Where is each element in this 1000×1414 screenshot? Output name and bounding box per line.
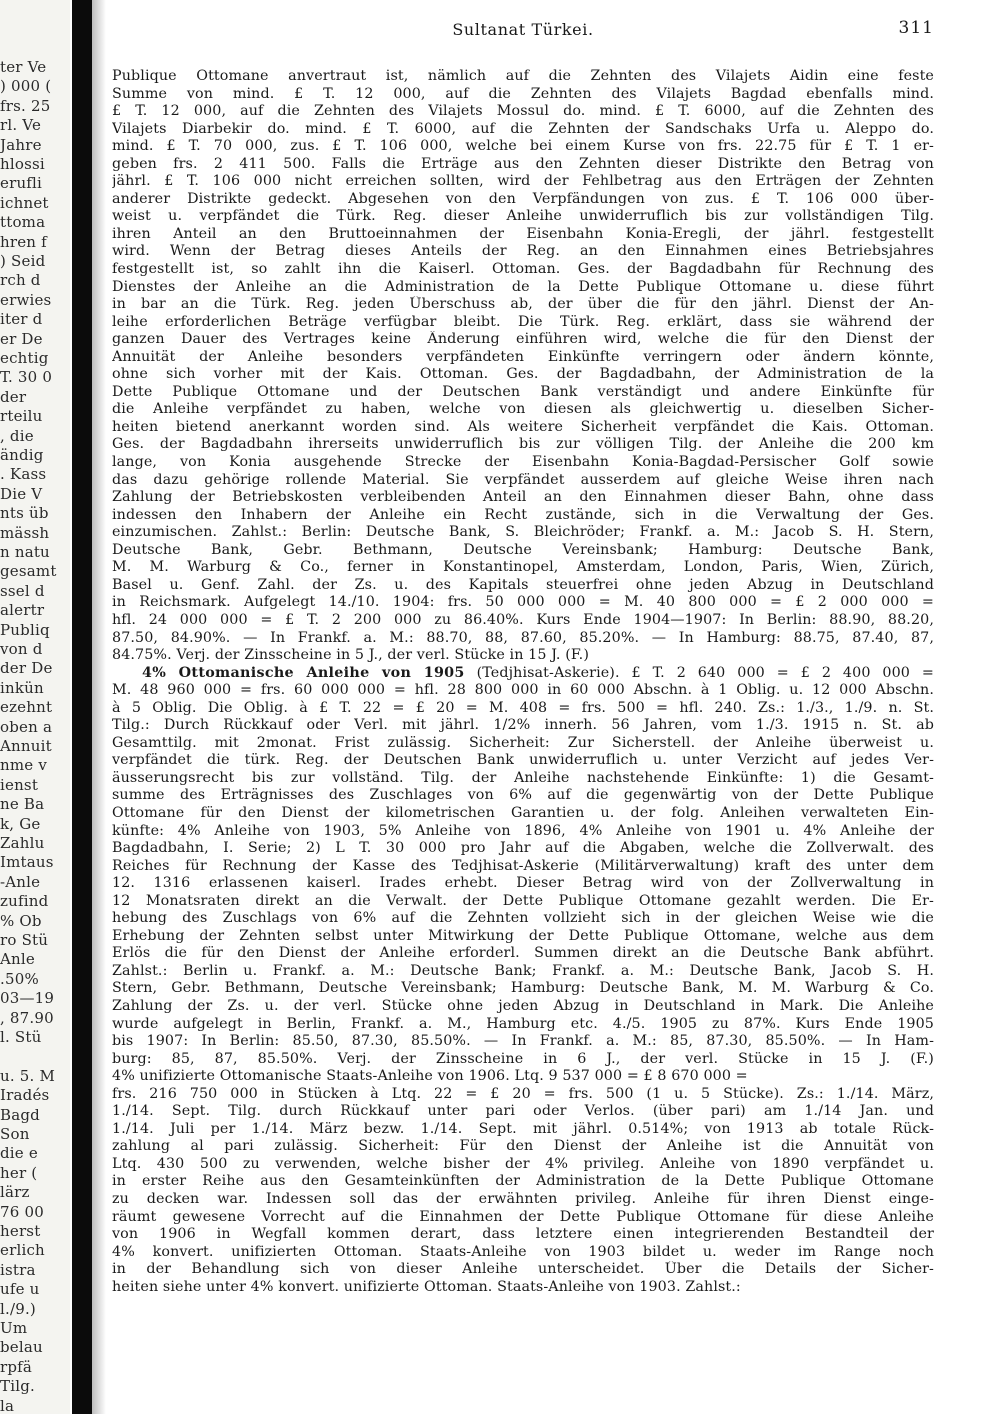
previous-page-fragment: nme v bbox=[0, 756, 48, 775]
text-line: 1./14. Juli per 1./14. März bezw. 1./14. Sept. mit jährl. 0.514%; von 1913 ab totale Rück- bbox=[112, 1120, 934, 1137]
text-line: 84.75%. Verj. der Zinsscheine in 5 J., der verl. Stücke in 15 J. (F.) bbox=[112, 647, 590, 664]
previous-page-fragment: mässh bbox=[0, 523, 50, 542]
page-header bbox=[112, 20, 934, 46]
previous-page-fragment: ienst bbox=[0, 775, 39, 794]
previous-page-fragment: Um bbox=[0, 1319, 28, 1337]
previous-page-fragment: , 87.90 bbox=[0, 1008, 54, 1027]
text-line: in bar an die Türk. Reg. jeden Überschuss ab, der über die für den jährl. Dienst der An- bbox=[112, 296, 934, 313]
previous-page-fragment: inkün bbox=[0, 678, 44, 697]
previous-page-fragment: erwies bbox=[0, 290, 52, 309]
text-line: Erhebung der Zehnten selbst unter Mitwirkung der Dette Publique Ottomane, welche aus dem bbox=[112, 927, 934, 944]
text-line: wurde aufgelegt in Berlin, Frankf. a. M., Hamburg etc. 4./5. 1905 zu 87%. Kurs Ende 1905 bbox=[112, 1015, 934, 1032]
previous-page-fragment: herst bbox=[0, 1222, 41, 1240]
text-line: Ges. der Bagdadbahn ihrerseits unwiderruflich bis zur völligen Tilg. der Anleihe die 200 km bbox=[112, 436, 934, 453]
previous-page-fragment: la bbox=[0, 1396, 15, 1414]
previous-page-fragment: alertr bbox=[0, 601, 45, 620]
previous-page-fragment: nts üb bbox=[0, 504, 49, 523]
previous-page-fragment: lärz bbox=[0, 1183, 30, 1202]
text-line: Summe von mind. £ T. 12 000, auf die Zehnten des Vilajets Bagdad ebenfalls mind. bbox=[112, 85, 934, 102]
text-line: Dienstes der Anleihe an die Administration de la Dette Publique Ottomane u. diese führt bbox=[112, 278, 934, 295]
text-line: 12 Monatsraten direkt an die Verwalt. der Dette Publique Ottomane gezahlt werden. Die Er- bbox=[112, 892, 934, 909]
text-line: Tilg.: Durch Rückkauf oder Verl. mit jährl. 1/2% innerh. 56 Jahren, vom 1./3. 1915 n. St. ab bbox=[112, 717, 934, 734]
text-line: einzumischen. Zahlst.: Berlin: Deutsche Bank, S. Bleichröder; Frankf. a. M.: Jacob S. H. Stern, bbox=[112, 524, 934, 541]
previous-page-fragment: her ( bbox=[0, 1163, 38, 1182]
previous-page-fragment: hren f bbox=[0, 232, 47, 251]
text-line: 4% konvert. unifizierten Ottoman. Staats-Anleihe von 1903 bildet u. weder im Range noch bbox=[112, 1243, 934, 1260]
previous-page-fragment: Anle bbox=[0, 950, 35, 969]
previous-page-fragment: 76 00 bbox=[0, 1202, 44, 1221]
previous-page-fragment: .50% bbox=[0, 969, 39, 988]
previous-page-fragment: echtig bbox=[0, 349, 49, 367]
previous-page-fragment: ändig bbox=[0, 446, 44, 464]
previous-page-fragment: k, Ge bbox=[0, 814, 41, 833]
text-line: Dette Publique Ottomane und der Deutschen Bank verständigt und andere Einkünfte für bbox=[112, 383, 934, 400]
text-line: bis 1907: In Berlin: 85.50, 87.30, 85.50%. — In Frankf. a. M.: 85, 87.30, 85.50%. — In Ham- bbox=[112, 1033, 934, 1050]
text-line: Publique Ottomane anvertraut ist, nämlich auf die Zehnten des Vilajets Aidin eine feste bbox=[112, 68, 934, 84]
previous-page-fragment: zufind bbox=[0, 892, 49, 911]
text-line: 1./14. Sept. Tilg. durch Rückkauf unter pari oder Verlos. (über pari) am 1./14 Jan. und bbox=[112, 1103, 934, 1120]
text-line: leihe erforderlichen Beträge verfügbar bleibt. Die Türk. Reg. erklärt, dass sie während der bbox=[112, 313, 934, 330]
text-line: räumt gewesene Vorrecht auf die Einnahmen der Dette Publique Ottomane für diese Anleihe bbox=[112, 1208, 934, 1225]
previous-page-fragment: Tilg. bbox=[0, 1377, 35, 1396]
text-line: heiten siehe unter 4% konvert. unifizierte Ottoman. Staats-Anleihe von 1903. Zahlst.: bbox=[112, 1278, 741, 1295]
previous-page-fragment: ) 000 ( bbox=[0, 77, 52, 96]
text-line: ihren Anteil an den Bruttoeinnahmen der Eisenbahn Konia-Eregli, der jährl. festgestellt bbox=[112, 225, 934, 242]
text-line: heiten bietend anerkannt worden sind. Als weitere Sicherheit verpfändet die Kais. Ottoman. bbox=[112, 418, 934, 435]
previous-page-fragment: von d bbox=[0, 640, 43, 658]
text-line: mind. £ T. 70 000, zus. £ T. 106 000, welche bei einem Kurse von frs. 22.75 für £ T. 1 er- bbox=[112, 138, 934, 155]
previous-page-fragment: ) Seid bbox=[0, 252, 46, 270]
text-line: zu decken war. Indessen soll das der erwähnten privileg. Anleihe für ihren Dienst einge- bbox=[112, 1191, 934, 1207]
previous-page-fragment: ichnet bbox=[0, 193, 49, 212]
previous-page-fragment: Jahre bbox=[0, 135, 42, 154]
text-line: Erlös die für den Dienst der Anleihe erforderl. Summen direkt an die Deutsche Bank abführt. bbox=[112, 945, 934, 962]
text-line: in Reichsmark. Aufgelegt 14./10. 1904: frs. 50 000 000 = M. 40 800 000 = £ 2 000 000 = bbox=[112, 594, 934, 611]
text-line: weist u. verpfändet die Türk. Reg. dieser Anleihe unwiderruflich bis zur vollständigen Tilg. bbox=[112, 208, 934, 225]
previous-page-fragment: erufli bbox=[0, 174, 43, 193]
running-title: Sultanat Türkei. bbox=[452, 20, 594, 39]
previous-page-fragment: rch d bbox=[0, 271, 41, 290]
previous-page-fragment: erlich bbox=[0, 1241, 45, 1260]
previous-page-fragment: iter d bbox=[0, 310, 43, 329]
text-line: jährl. £ T. 106 000 nicht erreichen sollten, wird der Fehlbetrag aus den Erträgen der Zehnten bbox=[112, 173, 934, 190]
text-line: hebung des Zuschlags von 6% auf die Zehnten vollzieht sich in der gleichen Weise wie die bbox=[112, 910, 934, 927]
previous-page-fragment: ezehnt bbox=[0, 698, 53, 717]
text-line: M. 48 960 000 = frs. 60 000 000 = hfl. 28 800 000 in 60 000 Abschn. à 1 Oblig. u. 12 000 Abschn. bbox=[112, 682, 934, 699]
text-line: Stern, Gebr. Bethmann, Deutsche Vereinsbank; Hamburg: Deutsche Bank, M. M. Warburg & Co. bbox=[112, 980, 934, 997]
text-line: wird. Wenn der Betrag dieses Anteils der Reg. an den Einnahmen eines Betriebsjahres bbox=[112, 243, 934, 260]
previous-page-fragment: die e bbox=[0, 1144, 38, 1163]
text-line: Zahlst.: Berlin u. Frankf. a. M.: Deutsche Bank; Frankf. a. M.: Deutsche Bank, Jacob S. H. bbox=[112, 962, 934, 979]
previous-page-fragment: Zahlu bbox=[0, 834, 45, 852]
previous-page-fragment: oben a bbox=[0, 717, 53, 736]
text-line: verpfändet die türk. Reg. der Deutschen Bank unwiderruflich u. unter Verzicht auf jedes Ver- bbox=[112, 752, 934, 769]
text-line: künfte: 4% Anleihe von 1903, 5% Anleihe von 1896, 4% Anleihe von 1901 u. 4% Anleihe der bbox=[112, 822, 934, 839]
previous-page-fragment: der De bbox=[0, 659, 53, 678]
text-line: à 5 Oblig. Die Oblig. à £ T. 22 = £ 20 = M. 408 = frs. 500 = hfl. 240. Zs.: 1./3., 1./9. n. St. bbox=[112, 699, 934, 716]
previous-page-fragment: 03—19 bbox=[0, 989, 55, 1008]
text-line: in der Behandlung sich von dieser Anleihe unterscheidet. Über die Details der Sicher- bbox=[112, 1261, 934, 1278]
previous-page-fragment: er De bbox=[0, 329, 43, 348]
text-line: indessen den Inhabern der Anleihe ein Recht zustände, sich in die Verwaltung der Ges. bbox=[112, 506, 934, 523]
text-line: äusserungsrecht bis zur vollständ. Tilg. der Anleihe nachstehende Einkünfte: 1) die Gesamt- bbox=[112, 769, 934, 786]
text-line: anderer Distrikte gedeckt. Abgesehen von den Verpfändungen von zus. £ T. 106 000 über- bbox=[112, 190, 934, 207]
previous-page-fragment: ttoma bbox=[0, 213, 46, 232]
text-line: 12. 1316 erlassenen kaiserl. Irades erhebt. Dieser Betrag wird von der Zollverwaltung in bbox=[112, 875, 934, 892]
book-gutter bbox=[72, 0, 92, 1414]
text-line: Vilajets Diarbekir do. mind. £ T. 6000, auf die Zehnten der Sandschaks Urfa u. Aleppo do. bbox=[112, 120, 934, 137]
previous-page-fragment: belau bbox=[0, 1338, 43, 1357]
previous-page-fragment: der bbox=[0, 387, 27, 406]
previous-page-fragment: Imtaus bbox=[0, 853, 54, 872]
text-line: £ T. 12 000, auf die Zehnten des Vilajets Mossul do. mind. £ T. 6000, auf die Zehnten des bbox=[112, 103, 934, 120]
text-line: Reiches für Rechnung der Kasse des Tedjhisat-Askerie (Militärverwaltung) kraft des unter dem bbox=[112, 857, 934, 874]
previous-page-fragment: ro Stü bbox=[0, 931, 49, 949]
previous-page-fragment: ufe u bbox=[0, 1280, 40, 1299]
text-line: die Anleihe verpfändet zu haben, welche von diesen als gleichwertig u. dieselben Sicher- bbox=[112, 401, 934, 418]
previous-page-fragment: Publiq bbox=[0, 620, 50, 639]
text-line: Bagdadbahn, I. Serie; 2) L T. 30 000 pro Jahr auf die Abgaben, welche die Zollverwalt. des bbox=[112, 840, 934, 857]
text-line: hfl. 24 000 000 = £ T. 2 200 000 zu 86.40%. Kurs Ende 1904—1907: In Berlin: 88.90, 88.20, bbox=[112, 611, 934, 628]
previous-page-fragment: frs. 25 bbox=[0, 96, 51, 115]
gutter-shadow bbox=[92, 0, 106, 1414]
previous-page-fragment: ne Ba bbox=[0, 795, 45, 814]
text-line: Annuität der Anleihe besonders verpfändeten Einkünfte verringern oder ändern könnte, bbox=[112, 348, 934, 365]
text-line: lange, von Konia ausgehende Strecke der Eisenbahn Konia-Bagdad-Persischer Golf sowie bbox=[112, 454, 934, 471]
previous-page-fragment: T. 30 0 bbox=[0, 368, 53, 387]
previous-page-fragment: Son bbox=[0, 1125, 30, 1143]
previous-page-fragment: Bagd bbox=[0, 1105, 40, 1124]
text-line: festgestellt ist, so zahlt ihn die Kaiserl. Ottoman. Ges. der Bagdadbahn für Rechnung des bbox=[112, 261, 934, 278]
previous-page-fragment: % Ob bbox=[0, 911, 42, 930]
text-line: burg: 85, 87, 85.50%. Verj. der Zinsscheine in 6 J., der verl. Stücke in 15 J. (F.) bbox=[112, 1050, 934, 1067]
previous-page-fragment: hlossi bbox=[0, 155, 45, 173]
text-line: M. M. Warburg & Co., ferner in Konstantinopel, Amsterdam, London, Paris, Wien, Zürich, bbox=[112, 559, 934, 576]
previous-page-fragment: l. Stü bbox=[0, 1028, 42, 1046]
text-line: das dazu gehörige rollende Material. Sie verpfändet ausserdem auf gleiche Weise ihren nach bbox=[112, 471, 934, 488]
body-text bbox=[112, 68, 934, 1403]
text-line: Basel u. Genf. Zahl. der Zs. u. des Kapitals steuerfrei ohne jeden Abzug in Deutschland bbox=[112, 576, 934, 593]
previous-page-fragment: rpfä bbox=[0, 1357, 33, 1376]
text-line: 4% unifizierte Ottomanische Staats-Anleihe von 1906. Ltq. 9 537 000 = £ 8 670 000 = bbox=[112, 1068, 748, 1085]
previous-page-fragment: -Anle bbox=[0, 872, 41, 891]
previous-page-fragment: Iradés bbox=[0, 1086, 50, 1105]
text-line: Zahlung der Betriebskosten verbleibenden Anteil an den Einnahmen dieser Bahn, ohne dass bbox=[112, 489, 934, 506]
previous-page-fragment: rteilu bbox=[0, 407, 43, 426]
previous-page-fragment: ssel d bbox=[0, 581, 45, 600]
page-number: 311 bbox=[898, 18, 934, 38]
previous-page-fragment: rl. Ve bbox=[0, 116, 42, 135]
text-line: 4% Ottomanische Anleihe von 1905 (Tedjhisat-Askerie). £ T. 2 640 000 = £ 2 400 000 = bbox=[142, 664, 934, 681]
text-line: 87.50, 84.90%. — In Frankf. a. M.: 88.70, 88, 87.60, 85.20%. — In Hamburg: 88.75, 87.40, 87, bbox=[112, 629, 934, 646]
text-line: geben frs. 2 411 500. Falls die Erträge aus den Zehnten dieser Distrikte den Betrag von bbox=[112, 155, 934, 172]
text-line: Zahlung der Zs. u. der verl. Stücke ohne jeden Abzug in Deutschland in Mark. Die Anleihe bbox=[112, 997, 934, 1014]
previous-page-fragment: . Kass bbox=[0, 465, 47, 484]
text-line: summe des Erträgnisses des Zuschlages von 6% auf die gegenwärtig von der Dette Publique bbox=[112, 787, 934, 804]
previous-page-fragment: gesamt bbox=[0, 562, 57, 581]
text-line: frs. 216 750 000 in Stücken à Ltq. 22 = £ 20 = frs. 500 (1 u. 5 Stücke). Zs.: 1./14. März, bbox=[112, 1085, 934, 1102]
previous-page-fragment: istra bbox=[0, 1260, 36, 1279]
previous-page-fragment: l./9.) bbox=[0, 1299, 36, 1318]
previous-page-strip bbox=[0, 0, 70, 1414]
previous-page-fragment: n natu bbox=[0, 543, 50, 561]
text-line: Ottomane für den Dienst der kilometrischen Garantien u. der folg. Anleihen verwalteten Ein- bbox=[112, 804, 934, 821]
text-line: in erster Reihe aus den Gesamteinkünften der Administration de la Dette Publique Ottomane bbox=[112, 1173, 934, 1190]
previous-page-fragment: Die V bbox=[0, 484, 43, 503]
text-line: Deutsche Bank, Gebr. Bethmann, Deutsche Vereinsbank; Hamburg: Deutsche Bank, bbox=[112, 541, 934, 558]
previous-page-fragment: u. 5. M bbox=[0, 1066, 56, 1085]
text-line: ganzen Dauer des Vertrages keine Änderung einführen wird, welche die für den Dienst der bbox=[112, 331, 934, 348]
previous-page-fragment: ter Ve bbox=[0, 58, 47, 76]
text-line: Gesamttilg. mit 2monat. Frist zulässig. Sicherheit: Zur Sicherstell. der Anleihe überweist u. bbox=[112, 734, 934, 751]
previous-page-fragment: Annuit bbox=[0, 737, 52, 755]
previous-page-fragment: , die bbox=[0, 426, 34, 445]
text-line: ohne sich vorher mit der Kais. Ottoman. Ges. der Bagdadbahn, der Administration de la bbox=[112, 366, 934, 383]
text-line: zahlung al pari zulässig. Sicherheit: Für den Dienst der Anleihe ist die Annuität von bbox=[112, 1138, 934, 1155]
text-line: Ltq. 430 500 zu verwenden, welche bisher der 4% privileg. Anleihe von 1890 verpfändet u. bbox=[112, 1155, 934, 1172]
text-line: von 1906 in Wegfall kommen derart, dass letztere einen integrierenden Bestandteil der bbox=[112, 1226, 934, 1243]
